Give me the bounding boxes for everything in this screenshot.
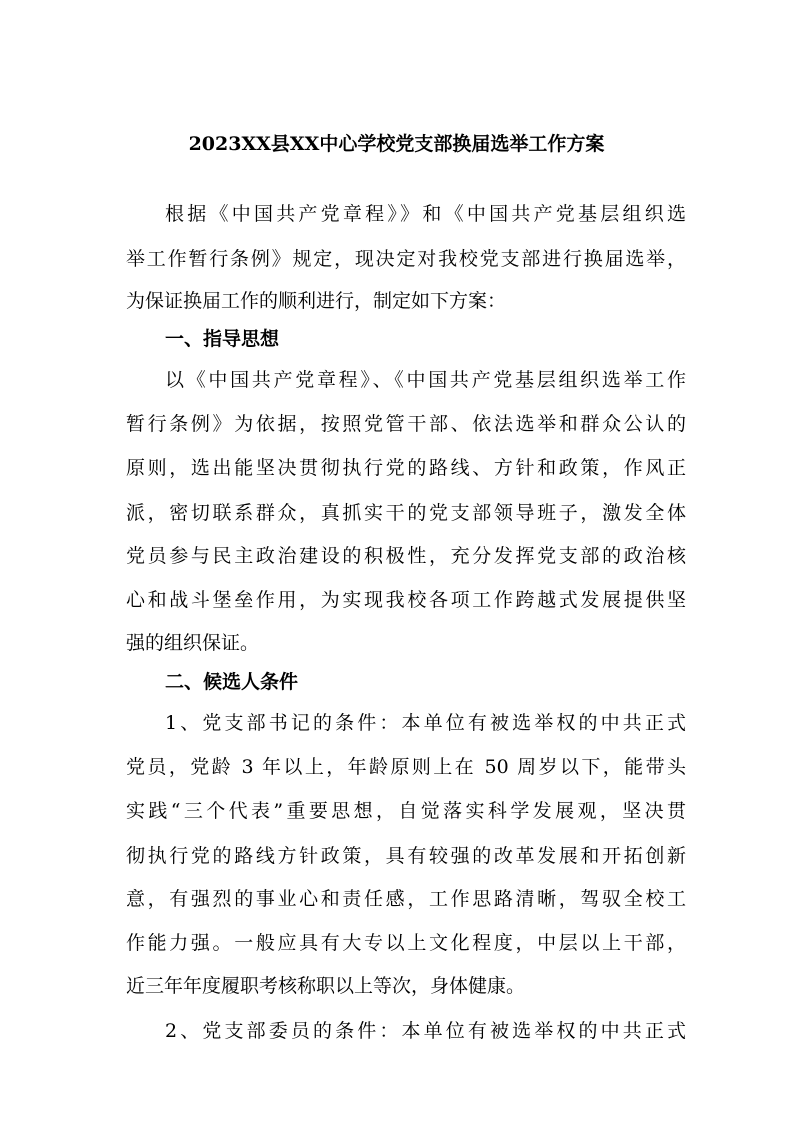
section-heading-guiding-ideology: 一、指导思想: [165, 328, 280, 350]
section1-line-4: 派，密切联系群众，真抓实干的党支部领导班子，激发全体: [126, 502, 686, 524]
section1-line-2: 暂行条例》为依据，按照党管干部、依法选举和群众公认的: [126, 413, 686, 435]
page-title: 2023XX县XX中心学校党支部换届选举工作方案: [188, 133, 605, 155]
section1-line-6: 心和战斗堡垒作用，为实现我校各项工作跨越式发展提供坚: [126, 589, 686, 611]
section2-item1-line-3: 实践“三个代表”重要思想，自觉落实科学发展观，坚决贯: [126, 800, 686, 822]
section2-item1-line-6: 作能力强。一般应具有大专以上文化程度，中层以上干部，: [126, 932, 686, 954]
intro-line-1: 根据《中国共产党章程》》和《中国共产党基层组织选: [165, 203, 686, 225]
section1-line-7: 强的组织保证。: [126, 632, 260, 654]
section2-item2-line-1: 2、党支部委员的条件：本单位有被选举权的中共正式: [165, 1020, 686, 1042]
section2-item1-line-7: 近三年年度履职考核称职以上等次，身体健康。: [126, 975, 526, 997]
section2-item1-line-2: 党员，党龄 3 年以上，年龄原则上在 50 周岁以下，能带头: [126, 756, 686, 778]
section2-item1-line-1: 1、党支部书记的条件：本单位有被选举权的中共正式: [165, 712, 686, 734]
intro-line-3: 为保证换届工作的顺利进行，制定如下方案：: [126, 290, 507, 312]
section1-line-5: 党员参与民主政治建设的积极性，充分发挥党支部的政治核: [126, 545, 686, 567]
intro-line-2: 举工作暂行条例》规定，现决定对我校党支部进行换届选举，: [126, 248, 686, 270]
section1-line-1: 以《中国共产党章程》、《中国共产党基层组织选举工作: [165, 369, 686, 391]
section-heading-candidate-conditions: 二、候选人条件: [165, 671, 299, 693]
section1-line-3: 原则，选出能坚决贯彻执行党的路线、方针和政策，作风正: [126, 457, 686, 479]
section2-item1-line-4: 彻执行党的路线方针政策，具有较强的改革发展和开拓创新: [126, 845, 686, 867]
section2-item1-line-5: 意，有强烈的事业心和责任感，工作思路清晰，驾驭全校工: [126, 888, 686, 910]
